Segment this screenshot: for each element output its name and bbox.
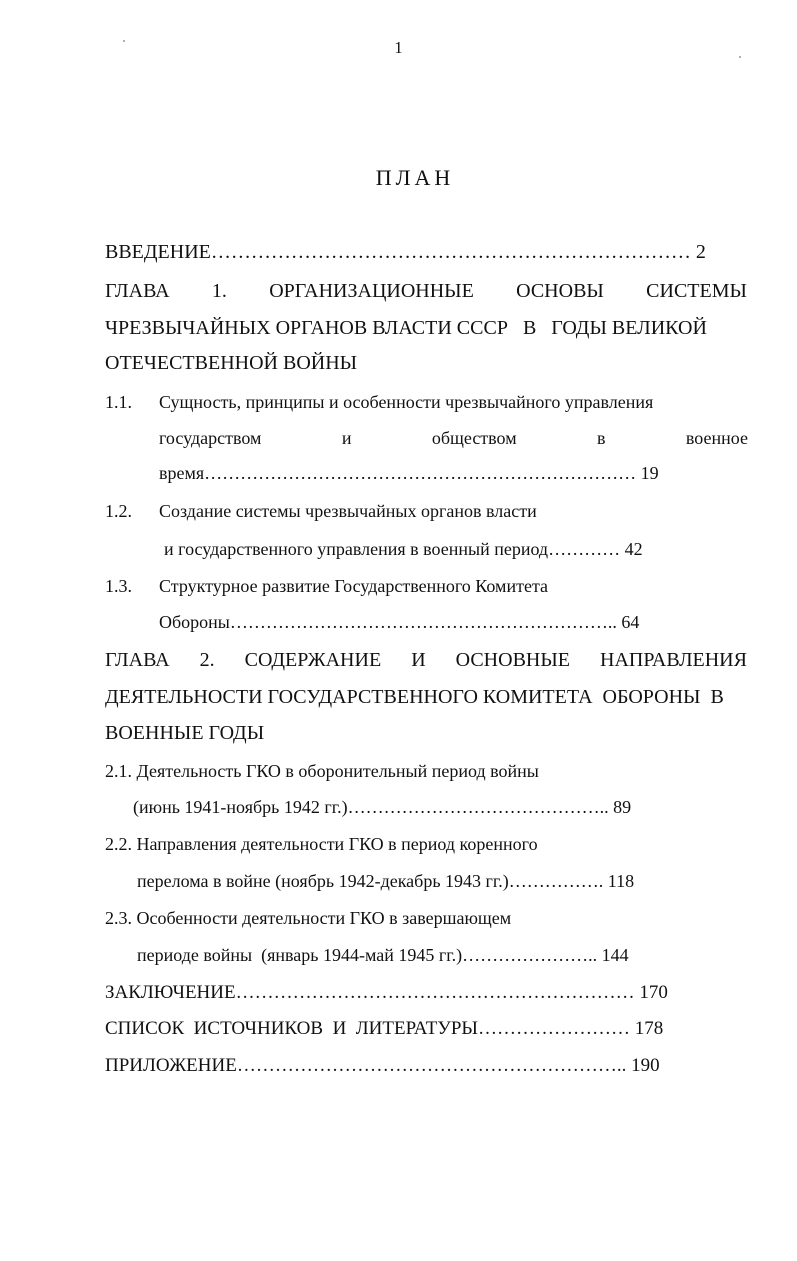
word: ГЛАВА [105,649,170,671]
word: обществом [431,428,517,448]
toc-s1-3-line2: Обороны……………………………………………………….. 64 [159,612,640,632]
toc-intro: ВВЕДЕНИЕ……………………………………………………………… 2 [105,241,706,263]
toc-s2-1-line2: (июнь 1941-ноябрь 1942 гг.)…………………………………….. 89 [133,797,632,817]
word: СОДЕРЖАНИЕ [244,649,382,671]
word: 2. [199,649,215,671]
toc-s1-2-line1: Создание системы чрезвычайных органов власти [159,501,537,521]
word: ГЛАВА [105,280,170,302]
toc-s1-2-line2: и государственного управления в военный период………… 42 [164,539,643,559]
toc-sources: СПИСОК ИСТОЧНИКОВ И ЛИТЕРАТУРЫ…………………… 178 [105,1018,664,1039]
toc-chapter2-line3: ВОЕННЫЕ ГОДЫ [105,722,265,744]
toc-chapter1-line3: ОТЕЧЕСТВЕННОЙ ВОЙНЫ [105,352,358,374]
toc-s2-2-line1: 2.2. Направления деятельности ГКО в период коренного [105,834,538,854]
word: в [597,428,606,448]
toc-s1-1-number: 1.1. [105,392,132,412]
page-number: 1 [394,38,403,57]
toc-s1-2-number: 1.2. [105,501,132,521]
toc-chapter1-line1 [105,278,747,304]
toc-chapter2-line2: ДЕЯТЕЛЬНОСТИ ГОСУДАРСТВЕННОГО КОМИТЕТА ОБОРОНЫ В [105,686,724,708]
word: военное [685,428,748,448]
toc-s1-3-number: 1.3. [105,576,132,596]
toc-s1-3-line1: Структурное развитие Государственного Комитета [159,576,549,596]
word: ОРГАНИЗАЦИОННЫЕ [269,280,474,302]
word: И [411,649,426,671]
toc-chapter1-line2: ЧРЕЗВЫЧАЙНЫХ ОРГАНОВ ВЛАСТИ СССР В ГОДЫ ВЕЛИКОЙ [105,317,707,339]
toc-s2-2-line2: перелома в войне (ноябрь 1942-декабрь 1943 гг.)……………. 118 [137,871,635,891]
toc-s2-3-line2: периоде войны (январь 1944-май 1945 гг.)………………….. 144 [137,945,629,965]
word: НАПРАВЛЕНИЯ [600,649,747,671]
toc-conclusion: ЗАКЛЮЧЕНИЕ……………………………………………………… 170 [105,982,668,1003]
toc-s2-1-line1: 2.1. Деятельность ГКО в оборонительный период войны [105,761,539,781]
page-title: ПЛАН [375,165,455,190]
word: ОСНОВЫ [516,280,604,302]
word: СИСТЕМЫ [646,280,747,302]
toc-s1-1-line3: время……………………………………………………………… 19 [159,463,659,483]
word: 1. [211,280,227,302]
word: и [341,428,352,448]
toc-s1-1-line2 [159,426,748,450]
toc-chapter2-line1 [105,647,747,673]
word: ОСНОВНЫЕ [455,649,571,671]
toc-appendix: ПРИЛОЖЕНИЕ…………………………………………………….. 190 [105,1055,660,1076]
word: государством [159,428,262,448]
toc-s1-1-line1: Сущность, принципы и особенности чрезвычайного управления [159,392,654,412]
toc-s2-3-line1: 2.3. Особенности деятельности ГКО в завершающем [105,908,512,928]
